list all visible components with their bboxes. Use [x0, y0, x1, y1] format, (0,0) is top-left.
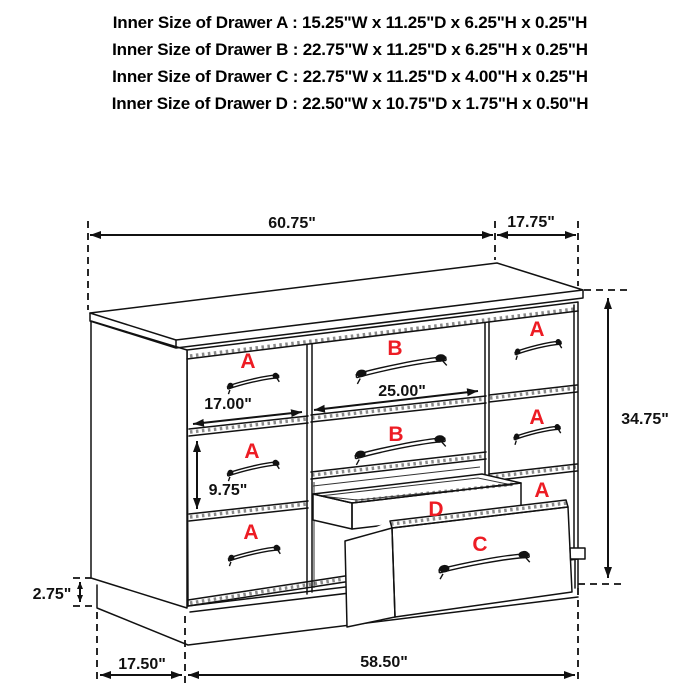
dim-drawer-a-height-label: 9.75" [208, 482, 248, 499]
dim-top-width-label: 60.75" [268, 215, 316, 232]
dim-overall-height-label: 34.75" [621, 411, 669, 428]
spec-line-drawer-d: Inner Size of Drawer D : 22.50"W x 10.75"D x 1.75"H x 0.50"H [111, 94, 589, 113]
dim-drawer-b-width-label: 25.00" [378, 383, 426, 400]
drawer-a-label: A [534, 479, 550, 502]
dim-floor-depth-label: 17.50" [118, 656, 166, 673]
spec-line-drawer-a: Inner Size of Drawer A : 15.25"W x 11.25"D x 6.25"H x 0.25"H [112, 13, 588, 32]
drawer-a-label: A [240, 350, 256, 373]
drawer-b-label: B [388, 423, 404, 446]
dim-base-height-label: 2.75" [32, 586, 72, 603]
dim-floor-width-label: 58.50" [360, 654, 408, 671]
dim-top-depth-label: 17.75" [507, 214, 555, 231]
spec-line-drawer-c: Inner Size of Drawer C : 22.75"W x 11.25"D x 4.00"H x 0.25"H [112, 67, 588, 86]
cabinet-left-side-panel [91, 321, 187, 608]
front-right-foot [570, 548, 585, 559]
drawer-b-label: B [387, 337, 403, 360]
drawer-a-label: A [529, 318, 545, 341]
drawer-a-label: A [243, 521, 259, 544]
dim-drawer-a-width-label: 17.00" [204, 396, 252, 413]
spec-line-drawer-b: Inner Size of Drawer B : 22.75"W x 11.25"D x 6.25"H x 0.25"H [112, 40, 588, 59]
drawer-c-label: C [472, 533, 488, 556]
drawer-a-label: A [244, 440, 260, 463]
drawer-d-label: D [428, 498, 444, 521]
drawer-a-label: A [529, 406, 545, 429]
